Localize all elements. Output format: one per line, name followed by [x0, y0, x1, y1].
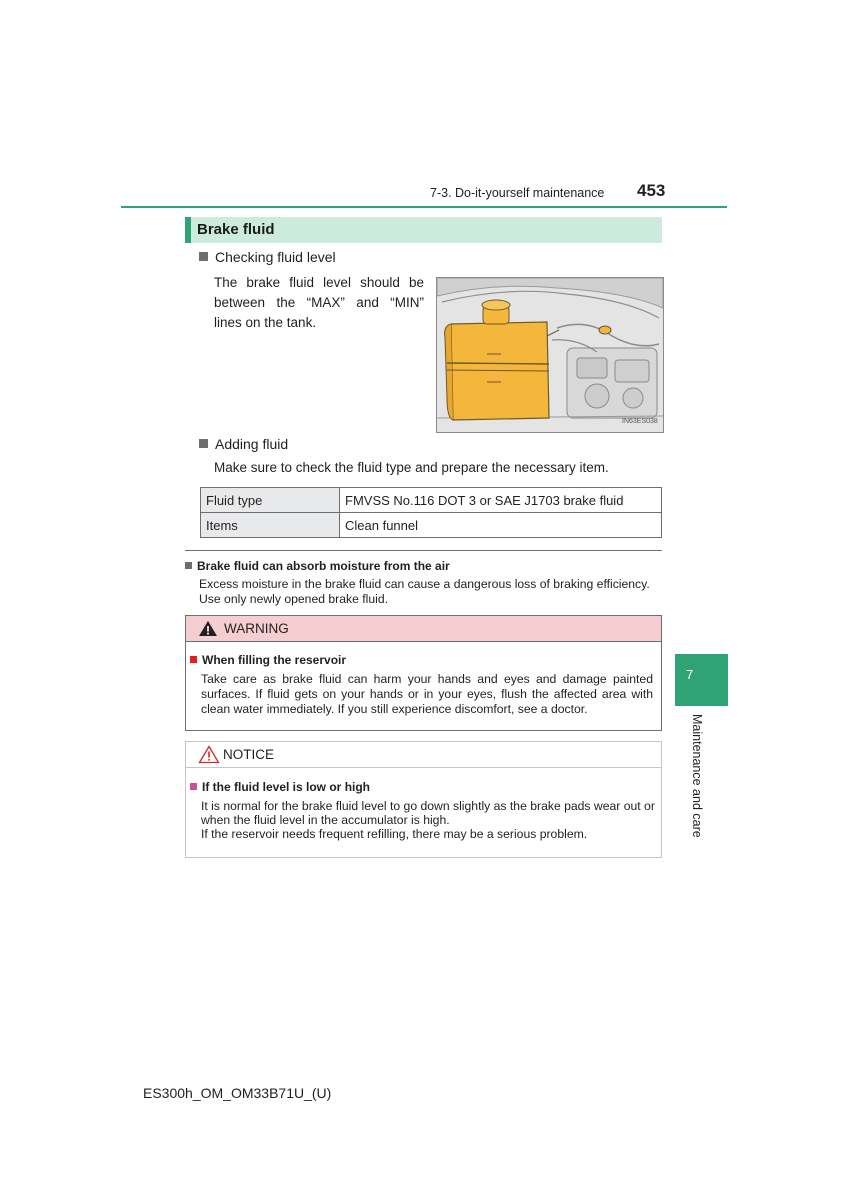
chapter-label: Maintenance and care — [690, 714, 704, 838]
warning-label: WARNING — [224, 621, 289, 636]
checking-fluid-heading: Checking fluid level — [199, 249, 336, 265]
notice-box — [185, 741, 662, 858]
warning-text: Take care as brake fluid can harm your hands and eyes and damage painted surfaces. If fluid gets on your hands or in your eyes, flush the affected area with clean water immediately. If you still experience discomfort, see a doctor. — [201, 672, 653, 716]
red-bullet-icon — [190, 656, 197, 663]
note-heading: Brake fluid can absorb moisture from the air — [185, 559, 450, 573]
engine-bay-icon — [437, 278, 663, 432]
notice-label: NOTICE — [223, 747, 275, 762]
warning-box — [185, 615, 662, 731]
table-row — [201, 513, 662, 538]
pink-bullet-icon — [190, 783, 197, 790]
adding-fluid-heading: Adding fluid — [199, 436, 288, 452]
document-id: ES300h_OM_OM33B71U_(U) — [143, 1085, 332, 1101]
bullet-square-icon — [199, 252, 208, 261]
table-row — [201, 488, 662, 513]
illustration-code: IN63ES038 — [622, 418, 658, 425]
warning-header — [186, 616, 661, 642]
checking-fluid-text: The brake fluid level should be between the “MAX” and “MIN” lines on the tank. — [214, 275, 424, 330]
section-title: 7-3. Do-it-yourself maintenance — [430, 186, 605, 200]
notice-line-1: It is normal for the brake fluid level to go down slightly as the brake pads wear out or when the fluid level in the accumulator is high. — [201, 799, 655, 827]
section-heading — [185, 217, 662, 243]
bullet-square-icon — [199, 439, 208, 448]
bullet-square-icon — [185, 562, 192, 569]
fluid-spec-table — [200, 487, 662, 538]
warning-triangle-icon — [198, 620, 218, 637]
notice-line-2: If the reservoir needs frequent refilling, there may be a serious problem. — [201, 827, 588, 841]
divider — [185, 550, 662, 551]
table-value-cell: Clean funnel — [340, 513, 662, 538]
chapter-number: 7 — [686, 667, 694, 682]
notice-subheading: If the fluid level is low or high — [190, 780, 370, 794]
section-heading-label: Brake fluid — [197, 221, 275, 238]
page-number: 453 — [637, 181, 666, 200]
chapter-tab — [675, 654, 728, 706]
table-label-cell: Items — [201, 513, 340, 538]
header-rule — [121, 206, 727, 208]
warning-subheading: When filling the reservoir — [190, 653, 346, 667]
adding-fluid-text: Make sure to check the fluid type and prepare the necessary item. — [214, 460, 609, 475]
notice-text — [201, 799, 656, 841]
notice-header — [186, 742, 661, 768]
table-label-cell: Fluid type — [201, 488, 340, 513]
table-value-cell: FMVSS No.116 DOT 3 or SAE J1703 brake fluid — [340, 488, 662, 513]
note-text: Excess moisture in the brake fluid can cause a dangerous loss of braking efficiency. Use only newly opened brake fluid. — [199, 577, 650, 606]
notice-triangle-icon — [198, 745, 220, 764]
brake-fluid-reservoir-illustration — [436, 277, 664, 433]
